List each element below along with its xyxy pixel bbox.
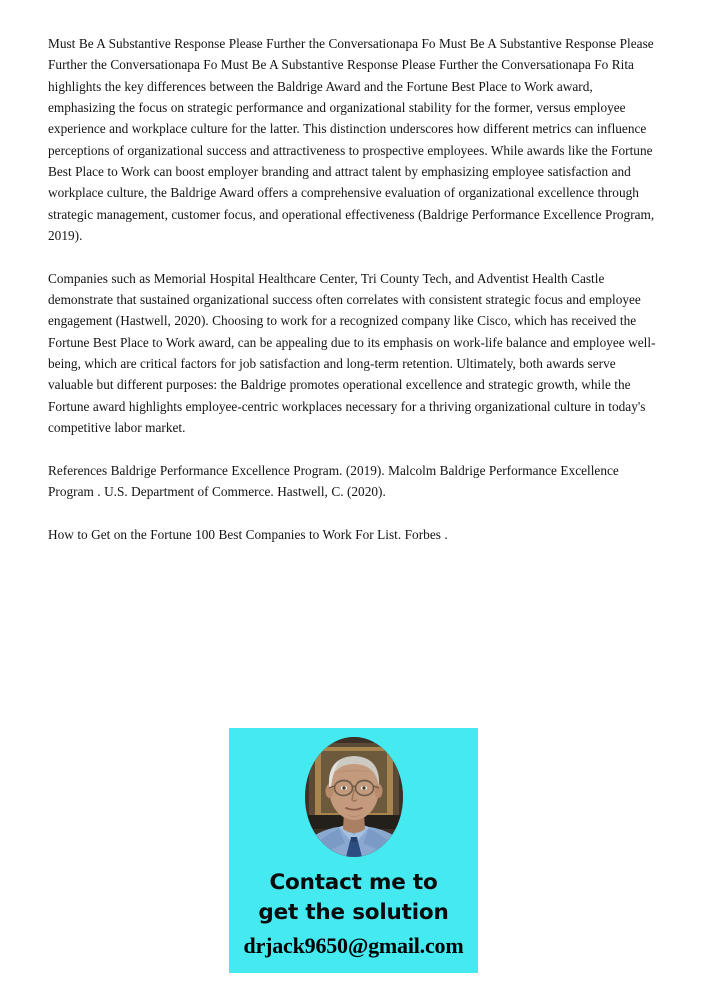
contact-card xyxy=(229,728,478,973)
references-paragraph: References Baldrige Performance Excellence Program. (2019). Malcolm Baldrige Performance Excellence Program . U.S. Department of Commerce. Hastwell, C. (2020). xyxy=(48,462,619,500)
contact-text-block xyxy=(229,868,478,959)
contact-line-1: Contact me to xyxy=(269,870,438,895)
essay-body xyxy=(48,33,662,545)
avatar xyxy=(305,737,403,857)
portrait-photo-icon xyxy=(305,737,403,857)
paragraph-spacer xyxy=(48,246,662,267)
contact-line-2: get the solution xyxy=(258,900,449,925)
body-paragraph-2: Companies such as Memorial Hospital Healthcare Center, Tri County Tech, and Adventist Health Castle demonstrate that sustained organizational success often correlates with consistent strategic focus and employee engagement (Hastwell, 2020). Choosing to work for a recognized company like Cisco, which has received the Fortune Best Place to Work award, can be appealing due to its emphasis on work-life balance and employee well-being, which are critical factors for job satisfaction and long-term retention. Ultimately, both awards serve valuable but different purposes: the Baldrige promotes operational excellence and strategic growth, while the Fortune award highlights employee-centric workplaces necessary for a thriving organizational culture in today's competitive labor market. xyxy=(48,270,656,436)
body-paragraph-1: Must Be A Substantive Response Please Further the Conversationapa Fo Must Be A Substantive Response Please Further the Conversationapa Fo Must Be A Substantive Response Please Further the Conversationapa Fo Rita highlights the key differences between the Baldrige Award and the Fortune Best Place to Work award, emphasizing the focus on strategic performance and organizational stability for the former, versus employee experience and workplace culture for the latter. This distinction underscores how different metrics can influence perceptions of organizational success and attractiveness to prospective employees. While awards like the Fortune Best Place to Work can boost employer branding and attract talent by emphasizing employee satisfaction and workplace culture, the Baldrige Award offers a comprehensive evaluation of organizational excellence through strategic management, customer focus, and operational effectiveness (Baldrige Performance Excellence Program, 2019). xyxy=(48,36,655,244)
paragraph-spacer xyxy=(48,438,662,459)
contact-email[interactable]: drjack9650@gmail.com xyxy=(243,933,464,958)
reference-entry-forbes: How to Get on the Fortune 100 Best Companies to Work For List. Forbes . xyxy=(48,526,448,542)
paragraph-spacer xyxy=(48,502,662,523)
